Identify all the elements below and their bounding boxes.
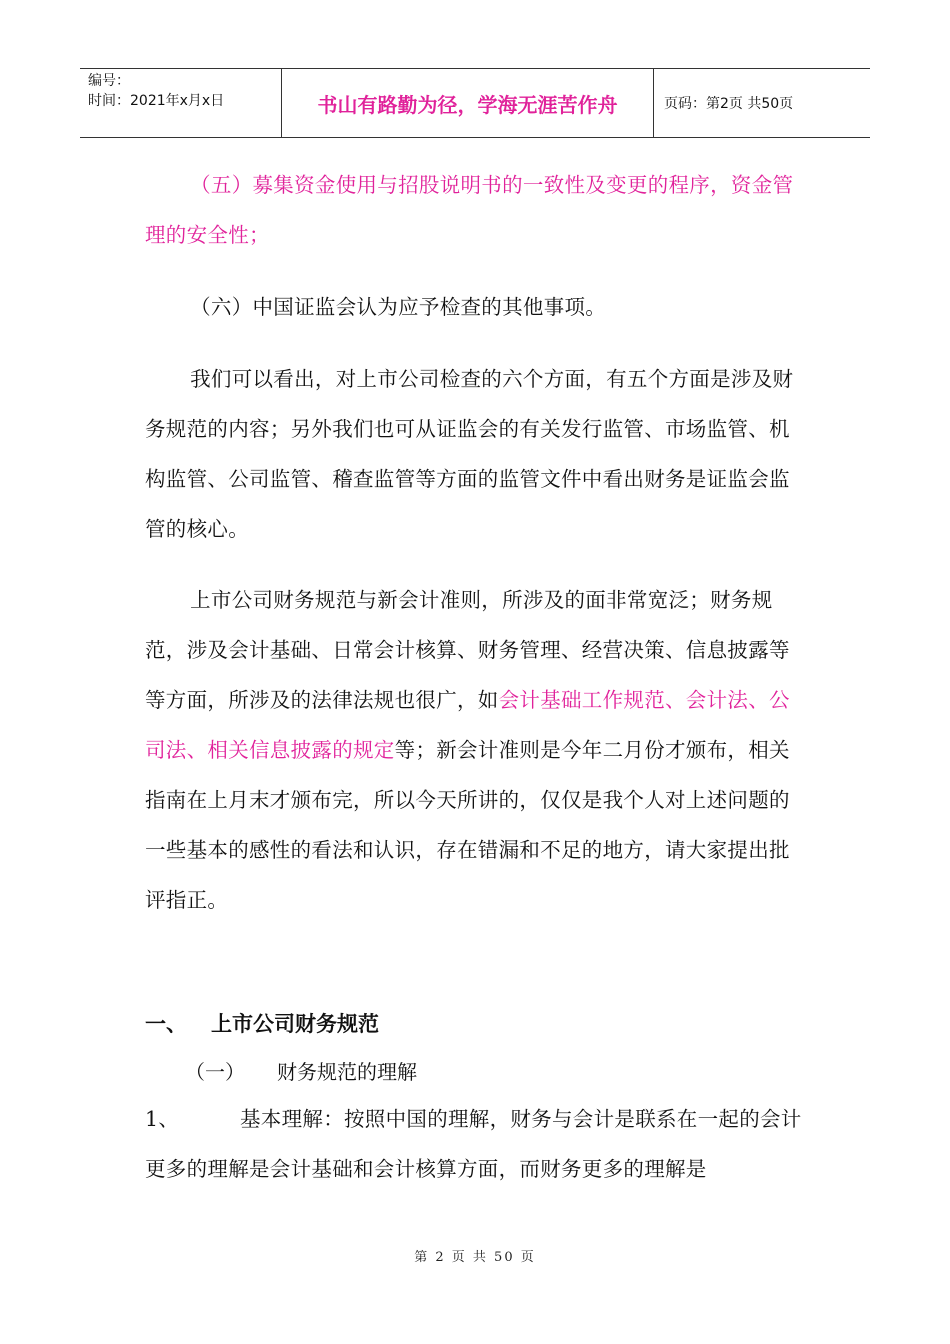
list-item-basic-understanding bbox=[145, 1094, 805, 1194]
subsection-heading bbox=[185, 1056, 417, 1085]
list-item-number: 1、 bbox=[145, 1107, 180, 1131]
section-number: 一、 bbox=[145, 1012, 187, 1036]
paragraph-text-part: 等；新会计准则是今年二月份才颁布，相关指南在上月末才颁布完，所以今天所讲的，仅仅是我个人对上述问题的一些基本的感性的看法和认识，存在错漏和不足的地方，请大家提出批评指正。 bbox=[145, 738, 790, 912]
page-footer: 第 2 页 共 50 页 bbox=[414, 1250, 536, 1265]
subsection-number: （一） bbox=[185, 1060, 245, 1084]
header-motto: 书山有路勤为径，学海无涯苦作舟 bbox=[282, 69, 654, 137]
header-meta-cell bbox=[80, 69, 282, 137]
paragraph-text-part: 上市公司财务规范与新会计准则，所涉及的面非常宽泛；财务规范，涉及会计基础、日常会计核算、财务管理、经营决策、信息披露等等方面，所涉及的法律法规也很广，如 bbox=[145, 588, 790, 712]
paragraph-inspection-summary: 我们可以看出，对上市公司检查的六个方面，有五个方面是涉及财务规范的内容；另外我们也可从证监会的有关发行监管、市场监管、机构监管、公司监管、稽查监管等方面的监管文件中看出财务是证监会监管的核心。 bbox=[145, 367, 794, 541]
document-code-label: 编号： bbox=[88, 73, 130, 89]
document-time-label: 时间：2021年x月x日 bbox=[88, 93, 225, 109]
section-title: 上市公司财务规范 bbox=[211, 1012, 379, 1036]
list-item-text: 基本理解：按照中国的理解，财务与会计是联系在一起的会计更多的理解是会计基础和会计核算方面，而财务更多的理解是 bbox=[145, 1107, 802, 1181]
header-page-info: 页码：第2页 共50页 bbox=[664, 96, 794, 112]
paragraph-item-five: （五）募集资金使用与招股说明书的一致性及变更的程序，资金管理的安全性； bbox=[145, 173, 794, 247]
paragraph-financial-norms bbox=[145, 575, 805, 925]
regulations-highlight: 会计基础工作规范、会计法、公司法、相关信息披露的规定 bbox=[145, 688, 790, 762]
page-header bbox=[80, 68, 870, 138]
paragraph-item-six: （六）中国证监会认为应予检查的其他事项。 bbox=[190, 295, 607, 319]
section-heading bbox=[145, 1008, 379, 1038]
subsection-title: 财务规范的理解 bbox=[277, 1060, 417, 1084]
